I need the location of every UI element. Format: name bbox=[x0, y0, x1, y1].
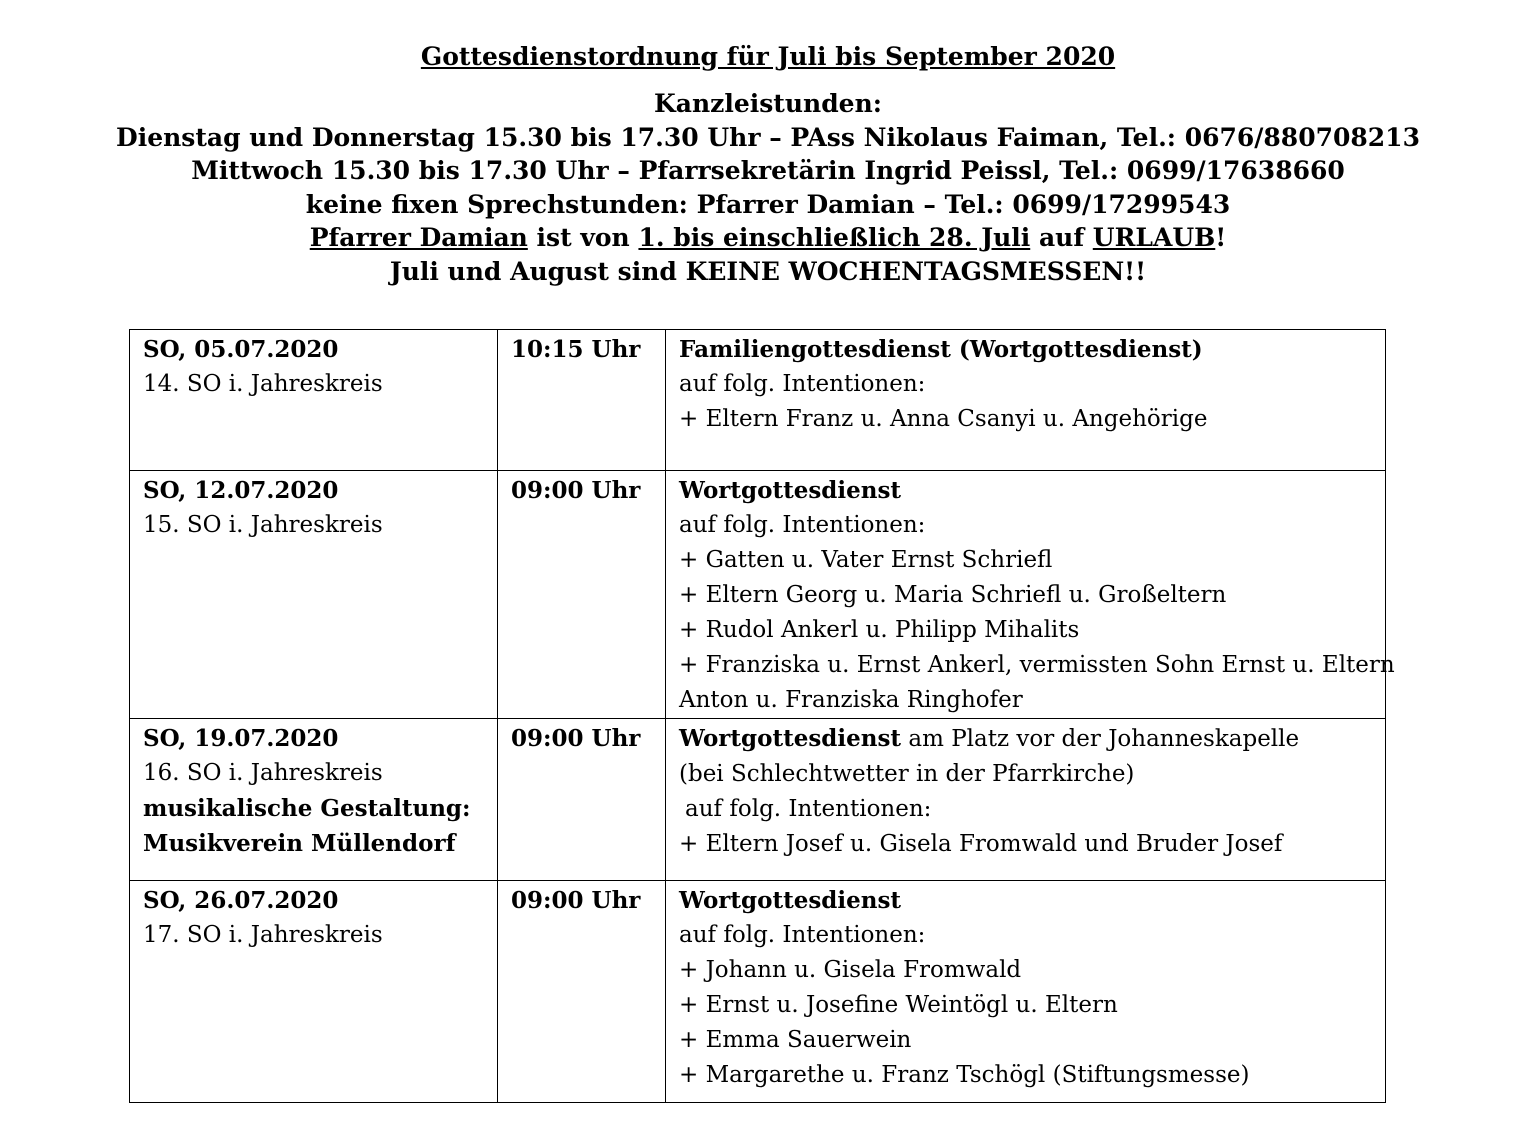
service-type: Wortgottesdienst bbox=[679, 477, 902, 504]
table-row bbox=[130, 471, 1386, 719]
service-date: SO, 12.07.2020 bbox=[143, 477, 339, 504]
intention-item: Anton u. Franziska Ringhofer bbox=[679, 687, 1023, 713]
intentions-label: auf folg. Intentionen: bbox=[679, 922, 926, 948]
vacation-person: Pfarrer Damian bbox=[309, 223, 528, 252]
intention-item: + Johann u. Gisela Fromwald bbox=[679, 957, 1022, 983]
date-cell bbox=[130, 881, 498, 1103]
weather-note: (bei Schlechtwetter in der Pfarrkirche) bbox=[679, 761, 1135, 787]
time-cell bbox=[498, 719, 666, 881]
document-header bbox=[0, 40, 1536, 288]
service-date: SO, 05.07.2020 bbox=[143, 336, 339, 363]
intention-item: + Rudol Ankerl u. Philipp Mihalits bbox=[679, 617, 1080, 643]
time-cell bbox=[498, 471, 666, 719]
service-cell bbox=[666, 330, 1386, 471]
music-group: Musikverein Müllendorf bbox=[143, 830, 456, 857]
liturgical-occasion: 17. SO i. Jahreskreis bbox=[143, 922, 383, 948]
intentions-label: auf folg. Intentionen: bbox=[679, 371, 926, 397]
music-label: musikalische Gestaltung: bbox=[143, 795, 471, 822]
service-date: SO, 19.07.2020 bbox=[143, 725, 339, 752]
intention-item: + Margarethe u. Franz Tschögl (Stiftungsmesse) bbox=[679, 1062, 1250, 1088]
service-type: Wortgottesdienst bbox=[679, 887, 902, 914]
vacation-dates: 1. bis einschließlich 28. Juli bbox=[638, 223, 1031, 252]
vacation-text-2: auf bbox=[1030, 223, 1093, 252]
liturgical-occasion: 16. SO i. Jahreskreis bbox=[143, 760, 383, 786]
page-title: Gottesdienstordnung für Juli bis September 2020 bbox=[420, 42, 1116, 71]
office-hours-tue-thu: Dienstag und Donnerstag 15.30 bis 17.30 Uhr – PAss Nikolaus Faiman, Tel.: 0676/880708213 bbox=[116, 122, 1420, 152]
vacation-notice bbox=[0, 221, 1536, 255]
service-cell bbox=[666, 881, 1386, 1103]
office-hours-label: Kanzleistunden: bbox=[654, 89, 882, 118]
liturgical-occasion: 14. SO i. Jahreskreis bbox=[143, 371, 383, 397]
intentions-label: auf folg. Intentionen: bbox=[679, 512, 926, 538]
vacation-text-1: ist von bbox=[527, 223, 639, 252]
date-cell bbox=[130, 471, 498, 719]
service-schedule-table bbox=[129, 329, 1395, 1103]
intention-item: + Eltern Franz u. Anna Csanyi u. Angehörige bbox=[679, 406, 1208, 432]
service-time: 09:00 Uhr bbox=[511, 477, 641, 504]
intention-item: + Franziska u. Ernst Ankerl, vermissten Sohn Ernst u. Eltern bbox=[679, 652, 1395, 678]
service-time: 10:15 Uhr bbox=[511, 336, 641, 363]
pastor-contact: keine fixen Sprechstunden: Pfarrer Damian – Tel.: 0699/17299543 bbox=[305, 189, 1231, 219]
no-weekday-mass-notice: Juli und August sind KEINE WOCHENTAGSMESSEN!! bbox=[389, 256, 1147, 286]
intention-item: + Ernst u. Josefine Weintögl u. Eltern bbox=[679, 992, 1118, 1018]
intention-item: + Gatten u. Vater Ernst Schriefl bbox=[679, 547, 1053, 573]
date-cell bbox=[130, 330, 498, 471]
service-type: Wortgottesdienst bbox=[679, 725, 902, 752]
vacation-word: URLAUB bbox=[1092, 223, 1216, 252]
date-cell bbox=[130, 719, 498, 881]
service-location: am Platz vor der Johanneskapelle bbox=[901, 726, 1300, 752]
time-cell bbox=[498, 330, 666, 471]
table-row bbox=[130, 719, 1386, 881]
intention-item: + Emma Sauerwein bbox=[679, 1027, 912, 1053]
table-row bbox=[130, 330, 1386, 471]
intentions-label: auf folg. Intentionen: bbox=[685, 796, 932, 822]
liturgical-occasion: 15. SO i. Jahreskreis bbox=[143, 512, 383, 538]
service-time: 09:00 Uhr bbox=[511, 725, 641, 752]
service-cell bbox=[666, 719, 1386, 881]
vacation-text-3: ! bbox=[1215, 223, 1227, 252]
time-cell bbox=[498, 881, 666, 1103]
service-cell bbox=[666, 471, 1395, 719]
intention-item: + Eltern Josef u. Gisela Fromwald und Bruder Josef bbox=[679, 831, 1283, 857]
intention-item: + Eltern Georg u. Maria Schriefl u. Großeltern bbox=[679, 582, 1227, 608]
service-type: Familiengottesdienst (Wortgottesdienst) bbox=[679, 336, 1203, 363]
table-row bbox=[130, 881, 1386, 1103]
service-time: 09:00 Uhr bbox=[511, 887, 641, 914]
office-hours-wed: Mittwoch 15.30 bis 17.30 Uhr – Pfarrsekretärin Ingrid Peissl, Tel.: 0699/17638660 bbox=[191, 156, 1345, 185]
service-date: SO, 26.07.2020 bbox=[143, 887, 339, 914]
service-heading bbox=[679, 721, 1385, 757]
